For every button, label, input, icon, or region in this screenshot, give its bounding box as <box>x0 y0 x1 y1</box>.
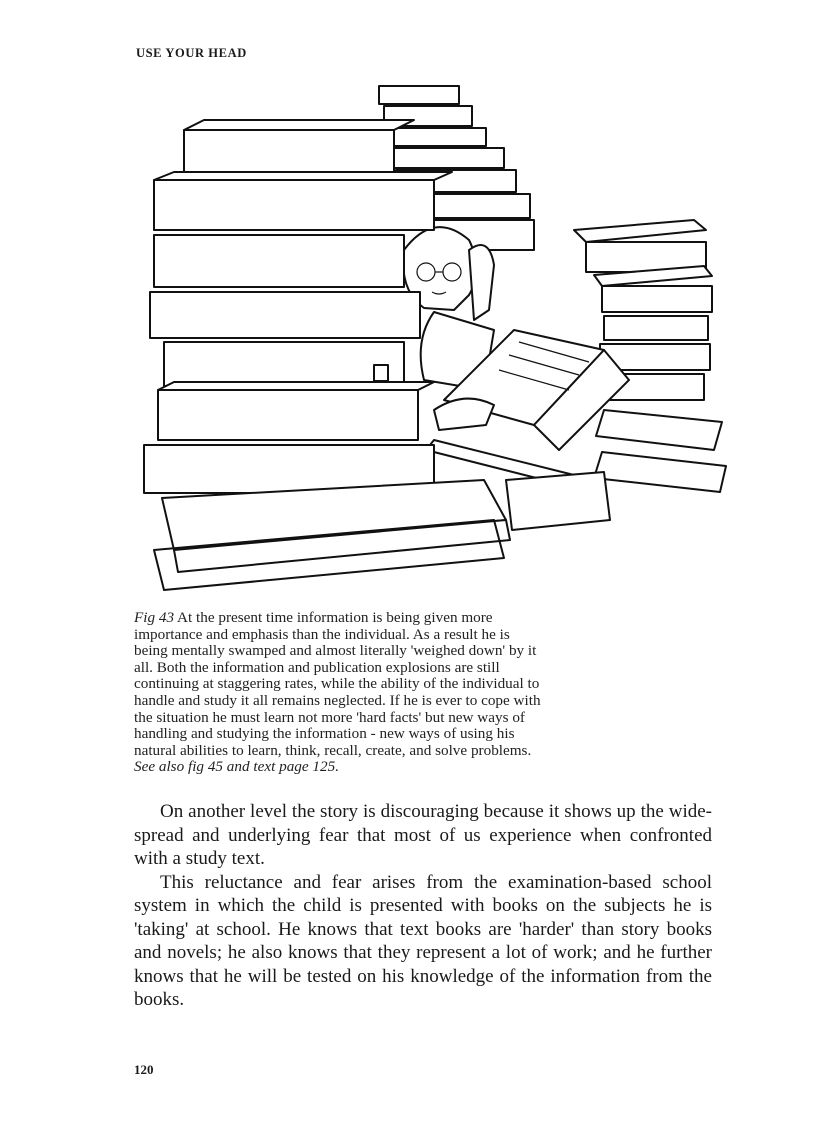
caption-line: the situation he must learn not more 'hard facts' but new ways of <box>134 708 525 726</box>
see-also-reference: See also fig 45 and text page 125. <box>134 758 339 776</box>
caption-line: importance and emphasis than the individual. As a result he is <box>134 625 510 643</box>
figure-illustration <box>134 80 734 600</box>
page-number: 120 <box>134 1062 154 1077</box>
caption-line: Fig 43 At the present time information is being given more <box>134 609 493 626</box>
caption-line: being mentally swamped and almost literally 'weighed down' by it <box>134 642 537 660</box>
figure-label: Fig 43 <box>134 609 175 626</box>
caption-line: handle and study it all remains neglected. If he is ever to cope with <box>134 691 541 709</box>
caption-line: all. Both the information and publication explosions are still <box>134 658 500 676</box>
body-paragraph: This reluctance and fear arises from the examination-based school system in which the child is presented with books on the subjects he is 'taking' at school. He knows that text books are 'harder' than story books and novels; he also knows that they represent a lot of work; and he further knows that he will be tested on his knowledge of the information from the books. <box>134 871 712 1010</box>
caption-line: natural abilities to learn, think, recall, create, and solve problems. <box>134 741 532 759</box>
running-head: USE YOUR HEAD <box>136 46 247 60</box>
caption-line: continuing at staggering rates, while the ability of the individual to <box>134 675 540 693</box>
caption-line: handling and studying the information - new ways of using his <box>134 725 515 743</box>
figure-caption <box>134 610 674 776</box>
body-paragraph: On another level the story is discouraging because it shows up the wide-spread and underlying fear that most of us experience when confronted with a study text. <box>134 801 712 869</box>
foreground-book <box>506 472 610 530</box>
body-text <box>134 800 712 1012</box>
